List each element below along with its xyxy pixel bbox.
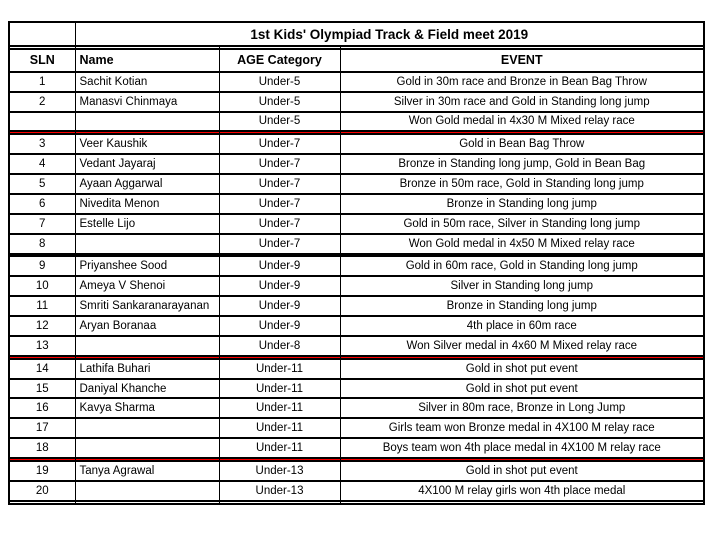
cell-name	[75, 481, 219, 501]
cell-name: Kavya Sharma	[75, 398, 219, 418]
cell-sln: 11	[9, 296, 75, 316]
table-row	[9, 316, 704, 336]
cell-age: Under-11	[219, 379, 340, 399]
cell-sln: 16	[9, 398, 75, 418]
cell-sln: 18	[9, 438, 75, 458]
cell-name: Vedant Jayaraj	[75, 154, 219, 174]
cell-sln: 4	[9, 154, 75, 174]
cell-name	[75, 418, 219, 438]
cell-sln: 17	[9, 418, 75, 438]
table-row	[9, 296, 704, 316]
cell-sln: 13	[9, 336, 75, 356]
cell-event: Silver in 30m race and Gold in Standing long jump	[340, 92, 704, 112]
page-title: 1st Kids' Olympiad Track & Field meet 2019	[75, 22, 704, 46]
cell-event: Gold in 30m race and Bronze in Bean Bag Throw	[340, 72, 704, 92]
cell-event: 4th place in 60m race	[340, 316, 704, 336]
cell-name: Estelle Lijo	[75, 214, 219, 234]
cell-event: Silver in Standing long jump	[340, 276, 704, 296]
cell-event: Bronze in 50m race, Gold in Standing long jump	[340, 174, 704, 194]
cell-event: Won Gold medal in 4x30 M Mixed relay race	[340, 112, 704, 132]
cell-age: Under-13	[219, 461, 340, 481]
cell-name: Sachit Kotian	[75, 72, 219, 92]
column-header-event: EVENT	[340, 49, 704, 72]
cell-event: Girls team won Bronze medal in 4X100 M relay race	[340, 418, 704, 438]
table-row	[9, 359, 704, 379]
cell-sln: 6	[9, 194, 75, 214]
cell-sln: 9	[9, 256, 75, 276]
table-row	[9, 461, 704, 481]
cell-age: Under-7	[219, 234, 340, 254]
results-table-body	[9, 22, 704, 504]
cell-age: Under-9	[219, 316, 340, 336]
table-row	[9, 336, 704, 356]
cell-sln	[9, 112, 75, 132]
table-row	[9, 174, 704, 194]
cell-event: Bronze in Standing long jump	[340, 194, 704, 214]
cell-event: Gold in shot put event	[340, 379, 704, 399]
cell-name: Aryan Boranaa	[75, 316, 219, 336]
table-row	[9, 379, 704, 399]
cell-age: Under-11	[219, 359, 340, 379]
cell-name: Smriti Sankaranarayanan	[75, 296, 219, 316]
cell-name	[75, 438, 219, 458]
cell-age: Under-9	[219, 276, 340, 296]
cell-event: Boys team won 4th place medal in 4X100 M relay race	[340, 438, 704, 458]
cell-sln	[9, 501, 75, 504]
cell-sln: 20	[9, 481, 75, 501]
table-row	[9, 72, 704, 92]
cell-age: Under-9	[219, 256, 340, 276]
cell-age: Under-11	[219, 438, 340, 458]
cell-age: Under-13	[219, 481, 340, 501]
cell-age: Under-11	[219, 418, 340, 438]
cell-event	[340, 501, 704, 504]
column-header-name: Name	[75, 49, 219, 72]
results-table	[8, 21, 705, 505]
cell-name: Tanya Agrawal	[75, 461, 219, 481]
cell-event: Gold in shot put event	[340, 359, 704, 379]
cell-event: Gold in 60m race, Gold in Standing long jump	[340, 256, 704, 276]
table-row	[9, 276, 704, 296]
cell-event: Bronze in Standing long jump, Gold in Bean Bag	[340, 154, 704, 174]
table-row	[9, 234, 704, 254]
cell-name: Daniyal Khanche	[75, 379, 219, 399]
table-row	[9, 481, 704, 501]
cell-age: Under-7	[219, 134, 340, 154]
cell-event: Gold in shot put event	[340, 461, 704, 481]
table-row	[9, 214, 704, 234]
empty-row	[9, 501, 704, 504]
cell-event: Silver in 80m race, Bronze in Long Jump	[340, 398, 704, 418]
cell-sln: 5	[9, 174, 75, 194]
table-row	[9, 194, 704, 214]
cell-age: Under-11	[219, 398, 340, 418]
cell-age: Under-7	[219, 174, 340, 194]
cell-event: 4X100 M relay girls won 4th place medal	[340, 481, 704, 501]
table-row	[9, 256, 704, 276]
table-row	[9, 134, 704, 154]
cell-event: Bronze in Standing long jump	[340, 296, 704, 316]
cell-sln: 15	[9, 379, 75, 399]
column-header-age-category: AGE Category	[219, 49, 340, 72]
cell-name	[75, 234, 219, 254]
cell-age: Under-7	[219, 194, 340, 214]
cell-name: Lathifa Buhari	[75, 359, 219, 379]
column-header-sln: SLN	[9, 49, 75, 72]
cell-name: Veer Kaushik	[75, 134, 219, 154]
cell-sln: 8	[9, 234, 75, 254]
cell-sln: 12	[9, 316, 75, 336]
table-row	[9, 92, 704, 112]
cell-name: Nivedita Menon	[75, 194, 219, 214]
cell-age: Under-5	[219, 72, 340, 92]
cell-sln: 2	[9, 92, 75, 112]
cell-event: Won Silver medal in 4x60 M Mixed relay race	[340, 336, 704, 356]
cell-age: Under-7	[219, 214, 340, 234]
cell-age: Under-9	[219, 296, 340, 316]
title-row-blank-cell	[9, 22, 75, 46]
table-row	[9, 398, 704, 418]
table-row	[9, 154, 704, 174]
cell-sln: 14	[9, 359, 75, 379]
cell-sln: 1	[9, 72, 75, 92]
cell-sln: 3	[9, 134, 75, 154]
cell-age: Under-5	[219, 112, 340, 132]
cell-age: Under-7	[219, 154, 340, 174]
title-row	[9, 22, 704, 46]
cell-name	[75, 501, 219, 504]
cell-name: Manasvi Chinmaya	[75, 92, 219, 112]
table-row	[9, 438, 704, 458]
cell-age: Under-5	[219, 92, 340, 112]
cell-sln: 10	[9, 276, 75, 296]
cell-sln: 19	[9, 461, 75, 481]
cell-name	[75, 336, 219, 356]
cell-event: Won Gold medal in 4x50 M Mixed relay race	[340, 234, 704, 254]
table-row	[9, 418, 704, 438]
cell-sln: 7	[9, 214, 75, 234]
table-row	[9, 112, 704, 132]
cell-event: Gold in 50m race, Silver in Standing long jump	[340, 214, 704, 234]
cell-age	[219, 501, 340, 504]
header-row	[9, 49, 704, 72]
cell-name: Ayaan Aggarwal	[75, 174, 219, 194]
cell-event: Gold in Bean Bag Throw	[340, 134, 704, 154]
cell-age: Under-8	[219, 336, 340, 356]
cell-name	[75, 112, 219, 132]
cell-name: Priyanshee Sood	[75, 256, 219, 276]
cell-name: Ameya V Shenoi	[75, 276, 219, 296]
